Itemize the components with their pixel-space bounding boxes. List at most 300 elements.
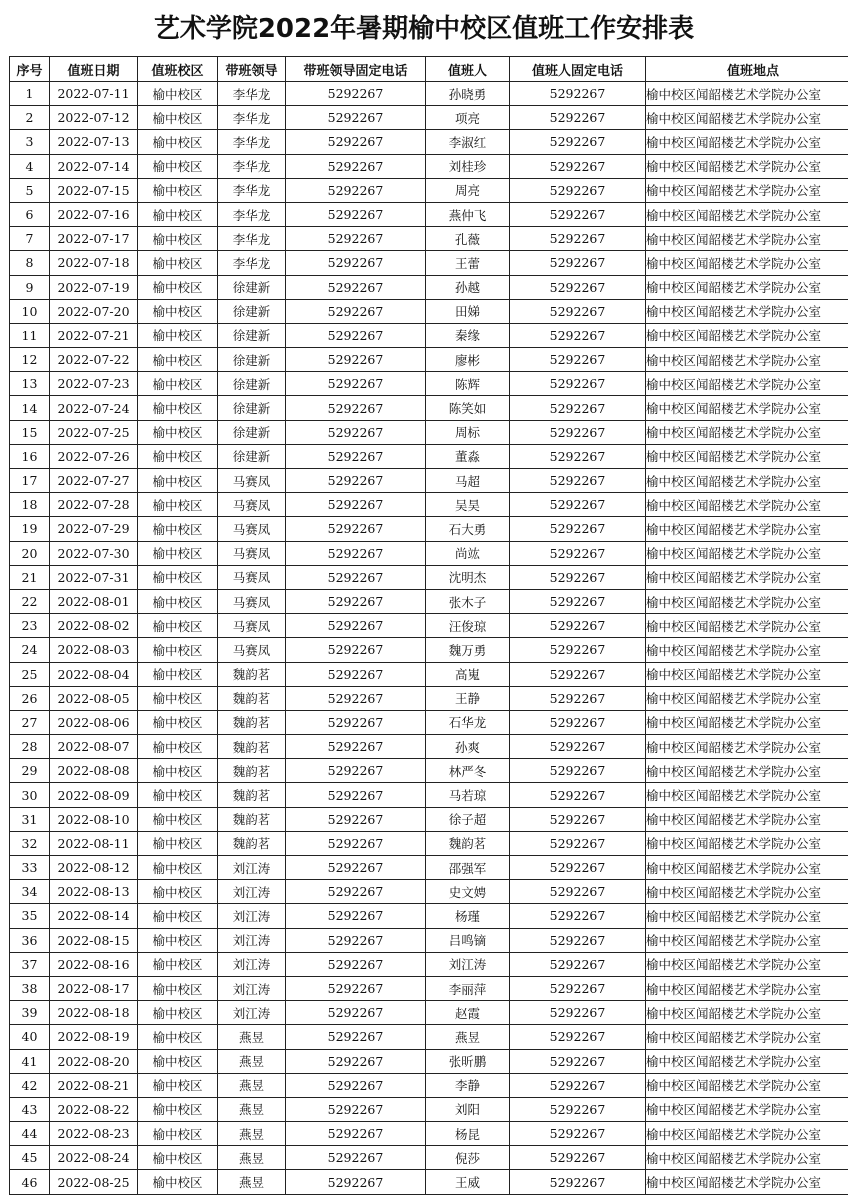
header-index: 序号 [10, 57, 50, 82]
duty-date: 2022-08-03 [50, 638, 138, 662]
duty-date: 2022-08-23 [50, 1122, 138, 1146]
leader-name: 徐建新 [218, 275, 286, 299]
duty-campus: 榆中校区 [138, 396, 218, 420]
duty-campus: 榆中校区 [138, 202, 218, 226]
row-index: 23 [10, 614, 50, 638]
leader-phone: 5292267 [286, 178, 426, 202]
table-row [10, 106, 848, 130]
duty-campus: 榆中校区 [138, 348, 218, 372]
duty-campus: 榆中校区 [138, 178, 218, 202]
duty-campus: 榆中校区 [138, 807, 218, 831]
duty-location: 榆中校区闻韶楼艺术学院办公室 [646, 638, 848, 662]
leader-name: 李华龙 [218, 130, 286, 154]
table-row [10, 469, 848, 493]
duty-date: 2022-08-14 [50, 904, 138, 928]
staff-name: 王蕾 [426, 251, 510, 275]
duty-date: 2022-07-21 [50, 323, 138, 347]
duty-date: 2022-08-07 [50, 735, 138, 759]
staff-name: 吴昊 [426, 493, 510, 517]
leader-phone: 5292267 [286, 202, 426, 226]
staff-name: 刘阳 [426, 1097, 510, 1121]
duty-campus: 榆中校区 [138, 831, 218, 855]
duty-campus: 榆中校区 [138, 904, 218, 928]
leader-name: 马赛凤 [218, 541, 286, 565]
leader-name: 刘江涛 [218, 904, 286, 928]
duty-date: 2022-07-15 [50, 178, 138, 202]
row-index: 35 [10, 904, 50, 928]
duty-date: 2022-08-13 [50, 880, 138, 904]
duty-campus: 榆中校区 [138, 517, 218, 541]
duty-campus: 榆中校区 [138, 783, 218, 807]
staff-name: 刘江涛 [426, 952, 510, 976]
staff-name: 倪莎 [426, 1146, 510, 1170]
row-index: 30 [10, 783, 50, 807]
duty-date: 2022-07-20 [50, 299, 138, 323]
duty-location: 榆中校区闻韶楼艺术学院办公室 [646, 420, 848, 444]
staff-phone: 5292267 [510, 976, 646, 1000]
duty-date: 2022-07-13 [50, 130, 138, 154]
staff-phone: 5292267 [510, 541, 646, 565]
leader-phone: 5292267 [286, 1146, 426, 1170]
table-row [10, 1097, 848, 1121]
table-row [10, 227, 848, 251]
row-index: 9 [10, 275, 50, 299]
table-row [10, 396, 848, 420]
duty-location: 榆中校区闻韶楼艺术学院办公室 [646, 807, 848, 831]
duty-date: 2022-08-25 [50, 1170, 138, 1194]
duty-campus: 榆中校区 [138, 856, 218, 880]
duty-date: 2022-08-19 [50, 1025, 138, 1049]
duty-date: 2022-08-02 [50, 614, 138, 638]
duty-date: 2022-07-29 [50, 517, 138, 541]
table-row [10, 299, 848, 323]
table-row [10, 420, 848, 444]
table-header-row [10, 57, 848, 82]
leader-phone: 5292267 [286, 444, 426, 468]
leader-phone: 5292267 [286, 686, 426, 710]
table-row [10, 614, 848, 638]
staff-phone: 5292267 [510, 517, 646, 541]
staff-name: 石华龙 [426, 710, 510, 734]
staff-phone: 5292267 [510, 1049, 646, 1073]
staff-name: 沈明杰 [426, 565, 510, 589]
leader-name: 徐建新 [218, 396, 286, 420]
row-index: 1 [10, 82, 50, 106]
duty-date: 2022-07-28 [50, 493, 138, 517]
row-index: 17 [10, 469, 50, 493]
table-row [10, 275, 848, 299]
duty-date: 2022-08-01 [50, 589, 138, 613]
table-row [10, 856, 848, 880]
row-index: 28 [10, 735, 50, 759]
duty-location: 榆中校区闻韶楼艺术学院办公室 [646, 154, 848, 178]
duty-location: 榆中校区闻韶楼艺术学院办公室 [646, 106, 848, 130]
leader-phone: 5292267 [286, 493, 426, 517]
leader-phone: 5292267 [286, 106, 426, 130]
row-index: 41 [10, 1049, 50, 1073]
table-row [10, 686, 848, 710]
duty-location: 榆中校区闻韶楼艺术学院办公室 [646, 952, 848, 976]
duty-location: 榆中校区闻韶楼艺术学院办公室 [646, 541, 848, 565]
duty-date: 2022-07-26 [50, 444, 138, 468]
staff-phone: 5292267 [510, 420, 646, 444]
row-index: 11 [10, 323, 50, 347]
duty-location: 榆中校区闻韶楼艺术学院办公室 [646, 662, 848, 686]
staff-name: 王静 [426, 686, 510, 710]
staff-phone: 5292267 [510, 178, 646, 202]
row-index: 19 [10, 517, 50, 541]
duty-campus: 榆中校区 [138, 1146, 218, 1170]
leader-phone: 5292267 [286, 1049, 426, 1073]
staff-phone: 5292267 [510, 251, 646, 275]
leader-phone: 5292267 [286, 710, 426, 734]
row-index: 38 [10, 976, 50, 1000]
duty-date: 2022-08-04 [50, 662, 138, 686]
leader-name: 李华龙 [218, 106, 286, 130]
staff-name: 魏万勇 [426, 638, 510, 662]
duty-location: 榆中校区闻韶楼艺术学院办公室 [646, 589, 848, 613]
leader-name: 李华龙 [218, 227, 286, 251]
leader-name: 刘江涛 [218, 856, 286, 880]
staff-name: 林严冬 [426, 759, 510, 783]
staff-phone: 5292267 [510, 735, 646, 759]
staff-phone: 5292267 [510, 928, 646, 952]
staff-name: 杨昆 [426, 1122, 510, 1146]
leader-phone: 5292267 [286, 396, 426, 420]
staff-name: 魏韵茗 [426, 831, 510, 855]
duty-campus: 榆中校区 [138, 154, 218, 178]
table-row [10, 1146, 848, 1170]
leader-name: 马赛凤 [218, 638, 286, 662]
leader-name: 刘江涛 [218, 1001, 286, 1025]
duty-location: 榆中校区闻韶楼艺术学院办公室 [646, 493, 848, 517]
row-index: 36 [10, 928, 50, 952]
header-staff-phone: 值班人固定电话 [510, 57, 646, 82]
row-index: 40 [10, 1025, 50, 1049]
staff-name: 王威 [426, 1170, 510, 1194]
staff-phone: 5292267 [510, 856, 646, 880]
staff-name: 徐子超 [426, 807, 510, 831]
staff-name: 李丽萍 [426, 976, 510, 1000]
leader-phone: 5292267 [286, 952, 426, 976]
duty-date: 2022-07-16 [50, 202, 138, 226]
duty-location: 榆中校区闻韶楼艺术学院办公室 [646, 928, 848, 952]
leader-name: 李华龙 [218, 202, 286, 226]
duty-date: 2022-07-27 [50, 469, 138, 493]
leader-phone: 5292267 [286, 227, 426, 251]
row-index: 31 [10, 807, 50, 831]
table-row [10, 1122, 848, 1146]
leader-phone: 5292267 [286, 1001, 426, 1025]
duty-location: 榆中校区闻韶楼艺术学院办公室 [646, 856, 848, 880]
staff-name: 孙晓勇 [426, 82, 510, 106]
leader-name: 燕昱 [218, 1073, 286, 1097]
duty-location: 榆中校区闻韶楼艺术学院办公室 [646, 469, 848, 493]
duty-campus: 榆中校区 [138, 541, 218, 565]
staff-phone: 5292267 [510, 1170, 646, 1194]
staff-phone: 5292267 [510, 710, 646, 734]
staff-name: 燕仲飞 [426, 202, 510, 226]
leader-name: 徐建新 [218, 372, 286, 396]
leader-phone: 5292267 [286, 299, 426, 323]
staff-phone: 5292267 [510, 807, 646, 831]
leader-name: 徐建新 [218, 348, 286, 372]
row-index: 6 [10, 202, 50, 226]
duty-date: 2022-07-18 [50, 251, 138, 275]
duty-date: 2022-08-20 [50, 1049, 138, 1073]
staff-name: 孙越 [426, 275, 510, 299]
duty-campus: 榆中校区 [138, 662, 218, 686]
duty-date: 2022-08-09 [50, 783, 138, 807]
leader-phone: 5292267 [286, 154, 426, 178]
leader-name: 魏韵茗 [218, 735, 286, 759]
row-index: 45 [10, 1146, 50, 1170]
table-row [10, 178, 848, 202]
staff-phone: 5292267 [510, 372, 646, 396]
row-index: 46 [10, 1170, 50, 1194]
staff-phone: 5292267 [510, 130, 646, 154]
leader-name: 马赛凤 [218, 565, 286, 589]
leader-name: 马赛凤 [218, 517, 286, 541]
leader-phone: 5292267 [286, 614, 426, 638]
duty-campus: 榆中校区 [138, 372, 218, 396]
staff-name: 赵霞 [426, 1001, 510, 1025]
duty-campus: 榆中校区 [138, 493, 218, 517]
duty-date: 2022-08-22 [50, 1097, 138, 1121]
staff-name: 马超 [426, 469, 510, 493]
leader-phone: 5292267 [286, 469, 426, 493]
duty-campus: 榆中校区 [138, 880, 218, 904]
table-row [10, 323, 848, 347]
staff-phone: 5292267 [510, 106, 646, 130]
leader-name: 徐建新 [218, 444, 286, 468]
duty-campus: 榆中校区 [138, 323, 218, 347]
staff-phone: 5292267 [510, 1122, 646, 1146]
page-title: 艺术学院2022年暑期榆中校区值班工作安排表 [153, 14, 695, 44]
duty-campus: 榆中校区 [138, 1001, 218, 1025]
duty-campus: 榆中校区 [138, 251, 218, 275]
leader-name: 马赛凤 [218, 614, 286, 638]
staff-phone: 5292267 [510, 493, 646, 517]
staff-phone: 5292267 [510, 1073, 646, 1097]
leader-name: 燕昱 [218, 1146, 286, 1170]
leader-phone: 5292267 [286, 904, 426, 928]
staff-name: 李淑红 [426, 130, 510, 154]
duty-date: 2022-08-16 [50, 952, 138, 976]
staff-name: 董淼 [426, 444, 510, 468]
duty-location: 榆中校区闻韶楼艺术学院办公室 [646, 1122, 848, 1146]
duty-campus: 榆中校区 [138, 444, 218, 468]
duty-location: 榆中校区闻韶楼艺术学院办公室 [646, 976, 848, 1000]
leader-phone: 5292267 [286, 662, 426, 686]
staff-name: 刘桂珍 [426, 154, 510, 178]
table-body [10, 82, 848, 1195]
table-row [10, 638, 848, 662]
staff-name: 秦缘 [426, 323, 510, 347]
duty-campus: 榆中校区 [138, 1122, 218, 1146]
staff-phone: 5292267 [510, 299, 646, 323]
staff-phone: 5292267 [510, 880, 646, 904]
leader-phone: 5292267 [286, 831, 426, 855]
leader-phone: 5292267 [286, 565, 426, 589]
duty-campus: 榆中校区 [138, 710, 218, 734]
row-index: 3 [10, 130, 50, 154]
table-row [10, 807, 848, 831]
row-index: 16 [10, 444, 50, 468]
table-row [10, 517, 848, 541]
duty-location: 榆中校区闻韶楼艺术学院办公室 [646, 396, 848, 420]
duty-location: 榆中校区闻韶楼艺术学院办公室 [646, 904, 848, 928]
staff-name: 陈笑如 [426, 396, 510, 420]
duty-location: 榆中校区闻韶楼艺术学院办公室 [646, 275, 848, 299]
staff-name: 杨瑾 [426, 904, 510, 928]
duty-date: 2022-08-18 [50, 1001, 138, 1025]
leader-phone: 5292267 [286, 856, 426, 880]
staff-phone: 5292267 [510, 1001, 646, 1025]
leader-name: 燕昱 [218, 1049, 286, 1073]
leader-name: 李华龙 [218, 154, 286, 178]
leader-name: 燕昱 [218, 1097, 286, 1121]
leader-name: 刘江涛 [218, 880, 286, 904]
staff-phone: 5292267 [510, 783, 646, 807]
leader-phone: 5292267 [286, 1025, 426, 1049]
duty-date: 2022-07-31 [50, 565, 138, 589]
duty-date: 2022-08-06 [50, 710, 138, 734]
staff-name: 周标 [426, 420, 510, 444]
row-index: 13 [10, 372, 50, 396]
duty-date: 2022-08-08 [50, 759, 138, 783]
row-index: 29 [10, 759, 50, 783]
leader-name: 徐建新 [218, 299, 286, 323]
duty-date: 2022-08-17 [50, 976, 138, 1000]
duty-location: 榆中校区闻韶楼艺术学院办公室 [646, 783, 848, 807]
leader-name: 刘江涛 [218, 928, 286, 952]
row-index: 21 [10, 565, 50, 589]
leader-phone: 5292267 [286, 348, 426, 372]
duty-date: 2022-07-22 [50, 348, 138, 372]
staff-phone: 5292267 [510, 227, 646, 251]
staff-phone: 5292267 [510, 565, 646, 589]
leader-name: 燕昱 [218, 1025, 286, 1049]
leader-phone: 5292267 [286, 541, 426, 565]
duty-location: 榆中校区闻韶楼艺术学院办公室 [646, 1170, 848, 1194]
duty-campus: 榆中校区 [138, 275, 218, 299]
duty-location: 榆中校区闻韶楼艺术学院办公室 [646, 831, 848, 855]
duty-campus: 榆中校区 [138, 82, 218, 106]
leader-name: 马赛凤 [218, 589, 286, 613]
staff-phone: 5292267 [510, 686, 646, 710]
row-index: 25 [10, 662, 50, 686]
leader-name: 李华龙 [218, 82, 286, 106]
leader-phone: 5292267 [286, 807, 426, 831]
duty-campus: 榆中校区 [138, 928, 218, 952]
staff-phone: 5292267 [510, 759, 646, 783]
duty-location: 榆中校区闻韶楼艺术学院办公室 [646, 1025, 848, 1049]
staff-phone: 5292267 [510, 323, 646, 347]
table-row [10, 880, 848, 904]
staff-name: 吕鸣镝 [426, 928, 510, 952]
header-campus: 值班校区 [138, 57, 218, 82]
duty-location: 榆中校区闻韶楼艺术学院办公室 [646, 251, 848, 275]
duty-location: 榆中校区闻韶楼艺术学院办公室 [646, 1073, 848, 1097]
duty-location: 榆中校区闻韶楼艺术学院办公室 [646, 227, 848, 251]
duty-campus: 榆中校区 [138, 299, 218, 323]
row-index: 5 [10, 178, 50, 202]
duty-campus: 榆中校区 [138, 130, 218, 154]
duty-campus: 榆中校区 [138, 976, 218, 1000]
duty-campus: 榆中校区 [138, 106, 218, 130]
leader-name: 刘江涛 [218, 976, 286, 1000]
table-row [10, 1049, 848, 1073]
duty-schedule-table [9, 56, 848, 1195]
table-row [10, 82, 848, 106]
leader-name: 魏韵茗 [218, 759, 286, 783]
table-row [10, 662, 848, 686]
staff-phone: 5292267 [510, 1025, 646, 1049]
staff-name: 周亮 [426, 178, 510, 202]
staff-name: 廖彬 [426, 348, 510, 372]
duty-date: 2022-07-19 [50, 275, 138, 299]
staff-phone: 5292267 [510, 638, 646, 662]
duty-location: 榆中校区闻韶楼艺术学院办公室 [646, 1049, 848, 1073]
row-index: 42 [10, 1073, 50, 1097]
table-row [10, 1073, 848, 1097]
table-row [10, 831, 848, 855]
table-row [10, 202, 848, 226]
leader-phone: 5292267 [286, 638, 426, 662]
row-index: 14 [10, 396, 50, 420]
row-index: 24 [10, 638, 50, 662]
row-index: 12 [10, 348, 50, 372]
leader-phone: 5292267 [286, 420, 426, 444]
staff-phone: 5292267 [510, 904, 646, 928]
leader-phone: 5292267 [286, 130, 426, 154]
duty-date: 2022-07-12 [50, 106, 138, 130]
duty-location: 榆中校区闻韶楼艺术学院办公室 [646, 178, 848, 202]
leader-phone: 5292267 [286, 275, 426, 299]
staff-name: 高嵬 [426, 662, 510, 686]
row-index: 34 [10, 880, 50, 904]
staff-phone: 5292267 [510, 202, 646, 226]
staff-phone: 5292267 [510, 154, 646, 178]
duty-date: 2022-08-24 [50, 1146, 138, 1170]
staff-phone: 5292267 [510, 348, 646, 372]
leader-phone: 5292267 [286, 1073, 426, 1097]
staff-name: 孔薇 [426, 227, 510, 251]
duty-date: 2022-08-15 [50, 928, 138, 952]
row-index: 20 [10, 541, 50, 565]
leader-name: 马赛凤 [218, 493, 286, 517]
header-leader: 带班领导 [218, 57, 286, 82]
table-row [10, 251, 848, 275]
duty-location: 榆中校区闻韶楼艺术学院办公室 [646, 444, 848, 468]
row-index: 44 [10, 1122, 50, 1146]
leader-phone: 5292267 [286, 1097, 426, 1121]
table-row [10, 783, 848, 807]
leader-name: 李华龙 [218, 251, 286, 275]
staff-phone: 5292267 [510, 82, 646, 106]
row-index: 4 [10, 154, 50, 178]
duty-campus: 榆中校区 [138, 1049, 218, 1073]
row-index: 39 [10, 1001, 50, 1025]
header-location: 值班地点 [646, 57, 848, 82]
duty-location: 榆中校区闻韶楼艺术学院办公室 [646, 1146, 848, 1170]
staff-name: 燕昱 [426, 1025, 510, 1049]
staff-name: 史文娉 [426, 880, 510, 904]
table-row [10, 565, 848, 589]
duty-location: 榆中校区闻韶楼艺术学院办公室 [646, 372, 848, 396]
leader-phone: 5292267 [286, 880, 426, 904]
